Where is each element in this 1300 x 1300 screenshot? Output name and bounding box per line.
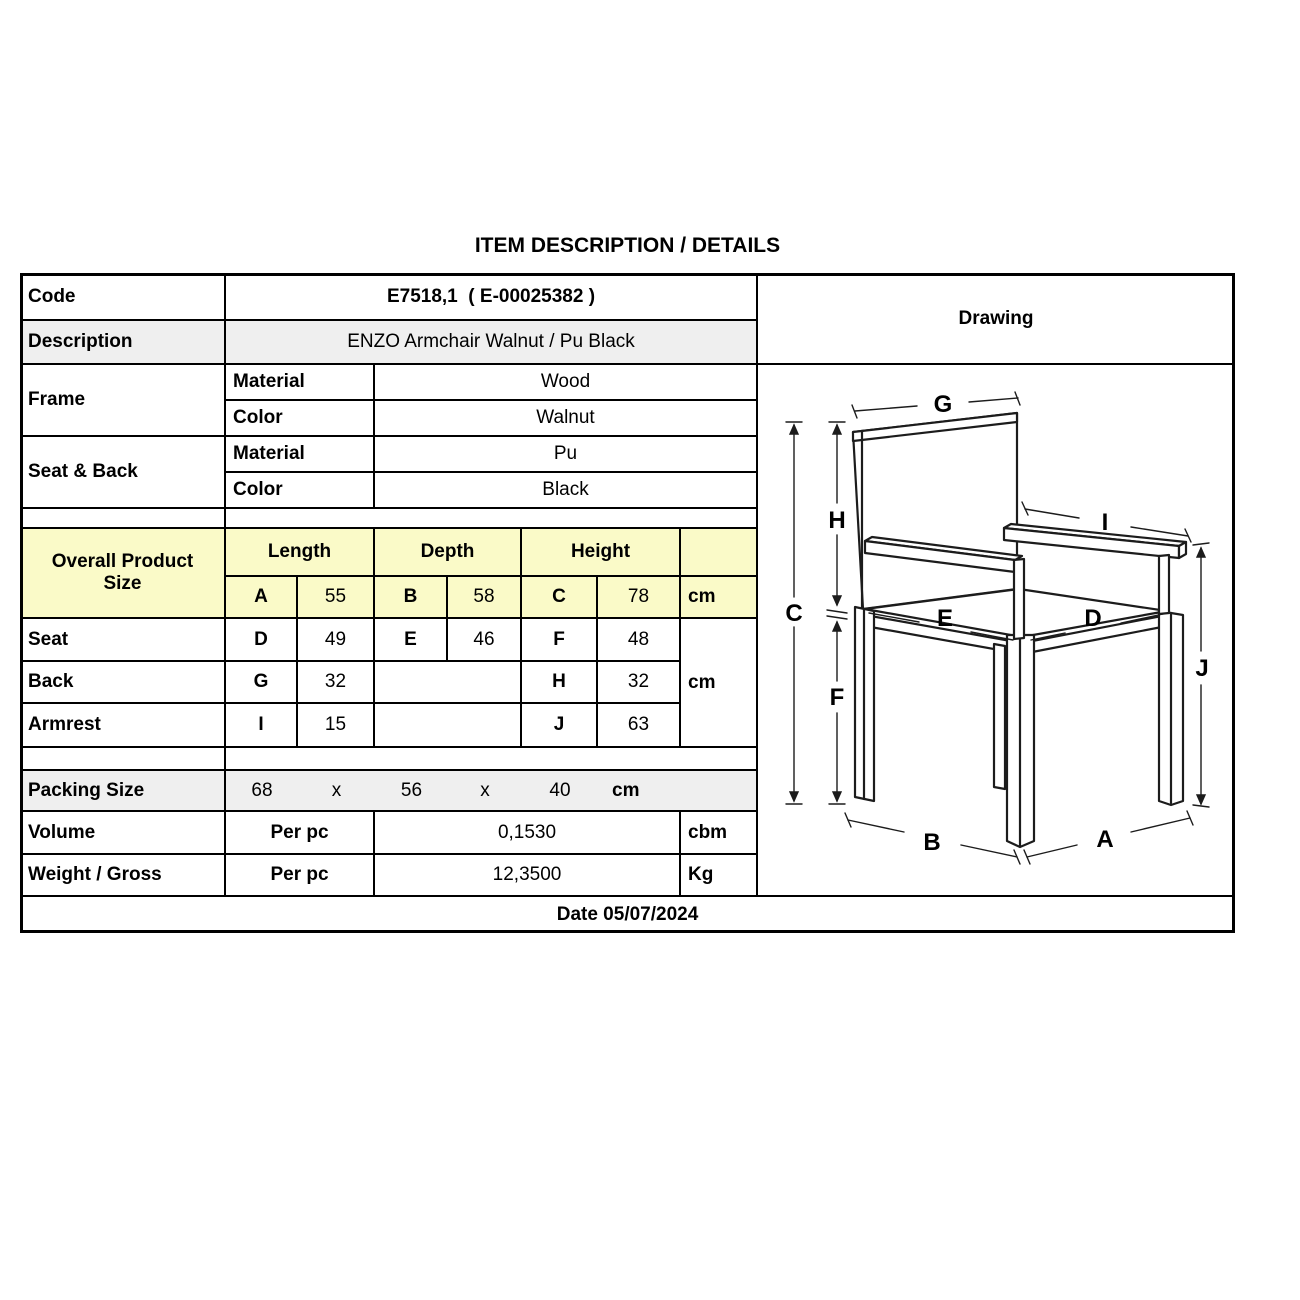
dim-h-value: 32: [597, 661, 680, 703]
seat-back-material-value: Pu: [374, 436, 757, 472]
spacer-row: [225, 747, 757, 770]
dim-g-letter: G: [225, 661, 297, 703]
volume-unit: cbm: [680, 811, 757, 854]
dim-label-d: D: [1084, 605, 1102, 632]
seat-back-color-value: Black: [374, 472, 757, 508]
depth-header: Depth: [374, 528, 521, 576]
seat-back-material-label: Material: [225, 436, 374, 472]
backrest-panel: [853, 413, 1017, 609]
dim-label-h: H: [828, 507, 846, 534]
description-value: ENZO Armchair Walnut / Pu Black: [225, 320, 757, 364]
dim-label-c: C: [785, 600, 803, 627]
dim-a-letter: A: [225, 576, 297, 618]
overall-size-label: Overall Product Size: [20, 528, 225, 618]
seat-back-label: Seat & Back: [20, 436, 225, 508]
volume-value: 0,1530: [374, 811, 680, 854]
dim-c-letter: C: [521, 576, 597, 618]
dim-label-g: G: [933, 391, 953, 418]
overall-unit: cm: [680, 576, 757, 618]
dim-f-value: 48: [597, 618, 680, 661]
weight-label: Weight / Gross: [20, 854, 225, 896]
dim-b-letter: B: [374, 576, 447, 618]
spacer-row: [225, 508, 757, 528]
dim-e-letter: E: [374, 618, 447, 661]
length-header: Length: [225, 528, 374, 576]
spacer-row: [20, 508, 225, 528]
dim-f-letter: F: [521, 618, 597, 661]
date-row: Date 05/07/2024: [20, 896, 1235, 933]
seat-back-color-label: Color: [225, 472, 374, 508]
dim-label-j: J: [1195, 655, 1209, 682]
packing-x1: x: [331, 779, 342, 801]
dim-a-value: 55: [297, 576, 374, 618]
dim-j-value: 63: [597, 703, 680, 747]
packing-unit: cm: [612, 779, 640, 801]
dim-d-value: 49: [297, 618, 374, 661]
code-value: E7518,1 ( E-00025382 ): [225, 273, 757, 320]
packing-x2: x: [480, 779, 490, 801]
weight-unit: Kg: [680, 854, 757, 896]
frame-color-value: Walnut: [374, 400, 757, 436]
code-label: Code: [20, 273, 225, 320]
dim-h-letter: H: [521, 661, 597, 703]
dim-e-value: 46: [447, 618, 521, 661]
drawing-header: Drawing: [757, 273, 1235, 364]
chair-outline: [853, 413, 1186, 847]
blank-cell: [374, 703, 521, 747]
weight-value: 12,3500: [374, 854, 680, 896]
dim-g-value: 32: [297, 661, 374, 703]
dim-label-i: I: [1101, 509, 1109, 536]
frame-material-value: Wood: [374, 364, 757, 400]
armrest-row-label: Armrest: [20, 703, 225, 747]
dim-d-letter: D: [225, 618, 297, 661]
size-unit: cm: [680, 618, 757, 747]
back-row-label: Back: [20, 661, 225, 703]
drawing-cell: [757, 364, 1235, 896]
spacer-row: [20, 747, 225, 770]
packing-label: Packing Size: [20, 770, 225, 811]
dim-c-value: 78: [597, 576, 680, 618]
unit-header-blank: [680, 528, 757, 576]
packing-v2: 56: [400, 779, 423, 801]
dim-label-b: B: [923, 829, 941, 856]
packing-v3: 40: [549, 779, 571, 801]
dim-b-value: 58: [447, 576, 521, 618]
page-title: ITEM DESCRIPTION / DETAILS: [474, 234, 781, 257]
chair-legs: [855, 607, 1183, 847]
dim-label-e: E: [936, 605, 954, 632]
weight-per-pc: Per pc: [225, 854, 374, 896]
blank-cell: [374, 661, 521, 703]
dim-label-f: F: [829, 684, 845, 711]
chair-technical-drawing: [758, 365, 1236, 897]
packing-values: [225, 770, 757, 811]
dim-label-a: A: [1096, 826, 1114, 853]
volume-label: Volume: [20, 811, 225, 854]
dim-j-letter: J: [521, 703, 597, 747]
frame-label: Frame: [20, 364, 225, 436]
packing-v1: 68: [251, 779, 273, 801]
dim-i-value: 15: [297, 703, 374, 747]
description-label: Description: [20, 320, 225, 364]
frame-material-label: Material: [225, 364, 374, 400]
height-header: Height: [521, 528, 680, 576]
volume-per-pc: Per pc: [225, 811, 374, 854]
seat-row-label: Seat: [20, 618, 225, 661]
frame-color-label: Color: [225, 400, 374, 436]
dim-i-letter: I: [225, 703, 297, 747]
